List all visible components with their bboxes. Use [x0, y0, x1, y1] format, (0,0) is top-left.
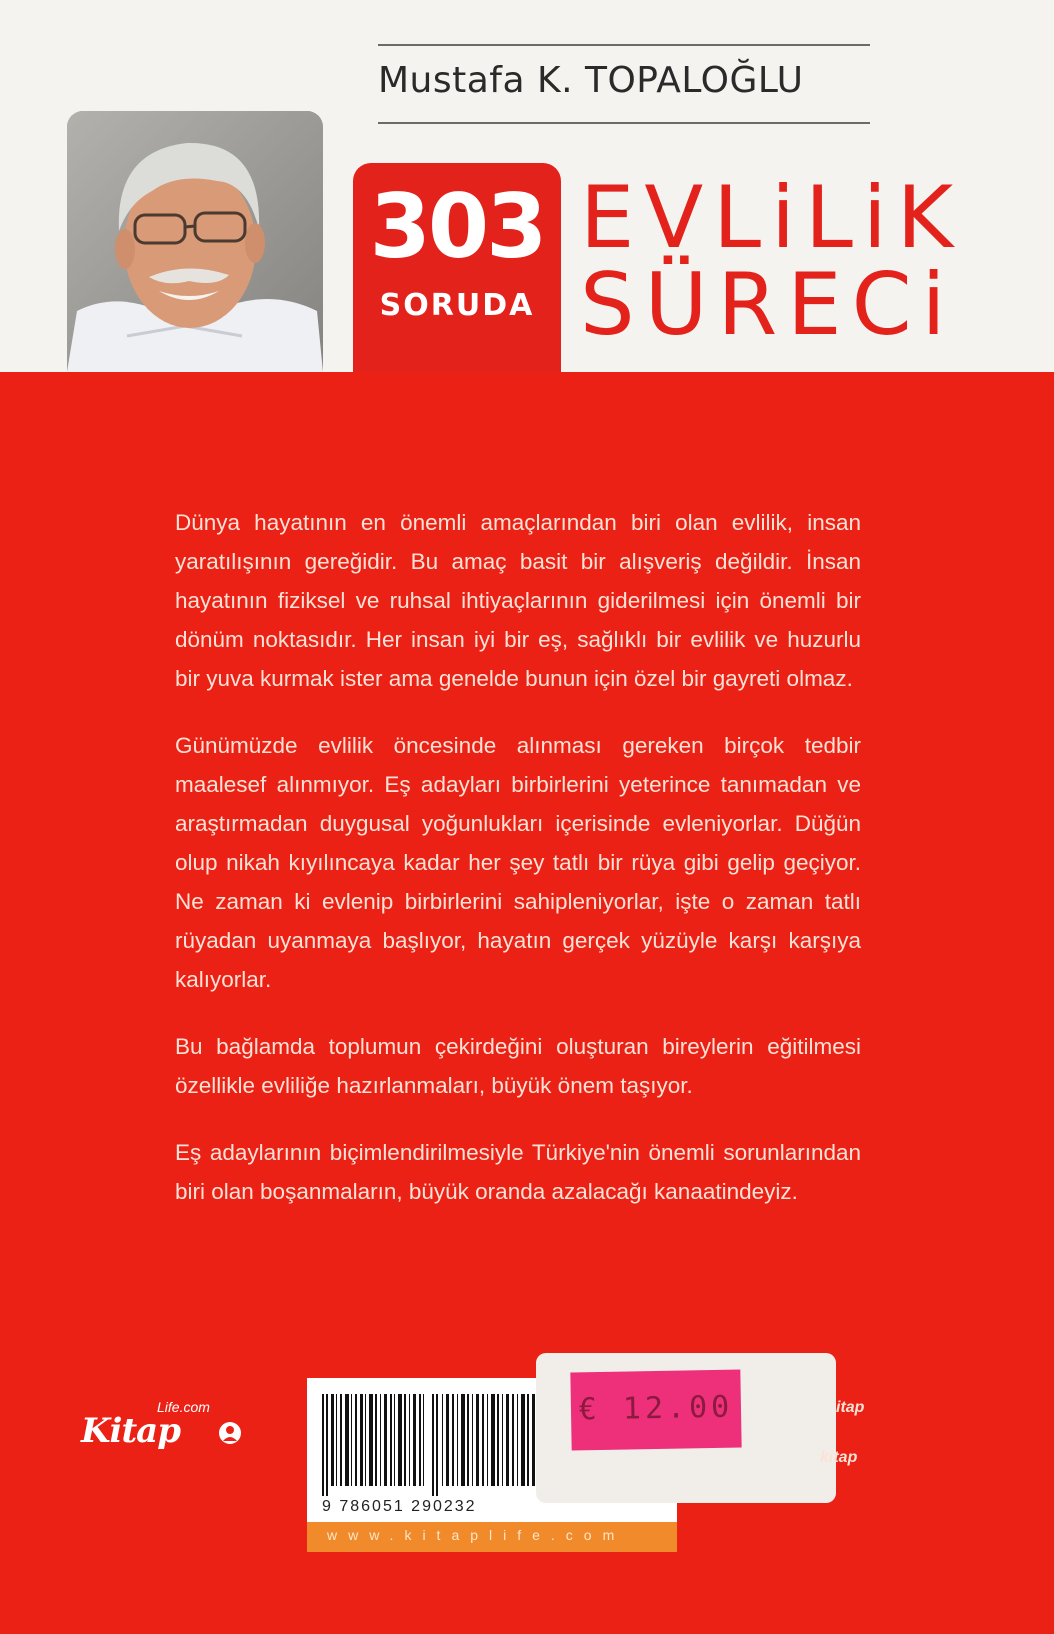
author-name: Mustafa K. TOPALOĞLU — [378, 60, 804, 101]
badge-number: 303 — [369, 175, 545, 278]
publisher-logo — [81, 1399, 261, 1459]
question-count-badge — [353, 163, 561, 372]
author-bottom-rule — [378, 122, 870, 124]
isbn-number: 9 786051 290232 — [322, 1498, 477, 1515]
website-strip — [307, 1522, 677, 1552]
badge-label: SORUDA — [379, 288, 535, 323]
price-sticker — [570, 1370, 741, 1451]
book-title-line-1: EVLiLiK — [580, 168, 964, 268]
publisher-logo-text: Kitap — [81, 1411, 180, 1451]
author-portrait-image — [67, 111, 323, 372]
publisher-logo-superscript: Life.com — [157, 1399, 210, 1415]
blurb — [175, 503, 861, 1239]
cover-header — [0, 0, 1054, 372]
blurb-paragraph: Bu bağlamda toplumun çekirdeğini oluşturan bireylerin eğitilmesi özellikle evliliğe hazırlanmaları, büyük önem taşıyor. — [175, 1034, 861, 1098]
website-url: www.kitaplife.com — [327, 1527, 626, 1543]
publisher-imprint-2: kitap — [820, 1449, 858, 1466]
book-title-line-2: SÜRECi — [580, 255, 956, 355]
blurb-paragraph: Eş adaylarının biçimlendirilmesiyle Türkiye'nin önemli sorunlarından biri olan boşanmaların, büyük oranda azalacağı kanaatindeyiz. — [175, 1140, 861, 1204]
back-cover-panel — [0, 372, 1054, 1634]
publisher-imprint-1: itap — [836, 1399, 865, 1416]
blurb-paragraph: Dünya hayatının en önemli amaçlarından biri olan evlilik, insan yaratılışının gereğidir. Bu amaç basit bir alışveriş değildir. İnsan hayatının fiziksel ve ruhsal ihtiyaçlarının giderilmesi için önemli bir dönüm noktasıdır. Her insan iyi bir eş, sağlıklı bir evlilik ve huzurlu bir yuva kurmak ister ama genelde bunun için özel bir gayreti olmaz. — [175, 510, 861, 691]
blurb-paragraph: Günümüzde evlilik öncesinde alınması gereken birçok tedbir maalesef alınmıyor. Eş adayları birbirlerini yeterince tanımadan ve araştırmadan duygusal yoğunlukları içerisinde evleniyorlar. Düğün olup nikah kıyılıncaya kadar her şey tatlı bir rüya gibi gelip geçiyor. Ne zaman ki evlenip birbirlerini sahipleniyorlar, işte o zaman tatlı rüyadan uyanmaya başlıyor, hayatın gerçek yüzüyle karşı karşıya kalıyorlar. — [175, 733, 861, 992]
author-top-rule — [378, 44, 870, 46]
publisher-mark-icon — [218, 1421, 242, 1445]
price-label: € 12.00 — [578, 1389, 734, 1428]
barcode-icon — [322, 1394, 550, 1496]
author-photo — [67, 111, 323, 372]
